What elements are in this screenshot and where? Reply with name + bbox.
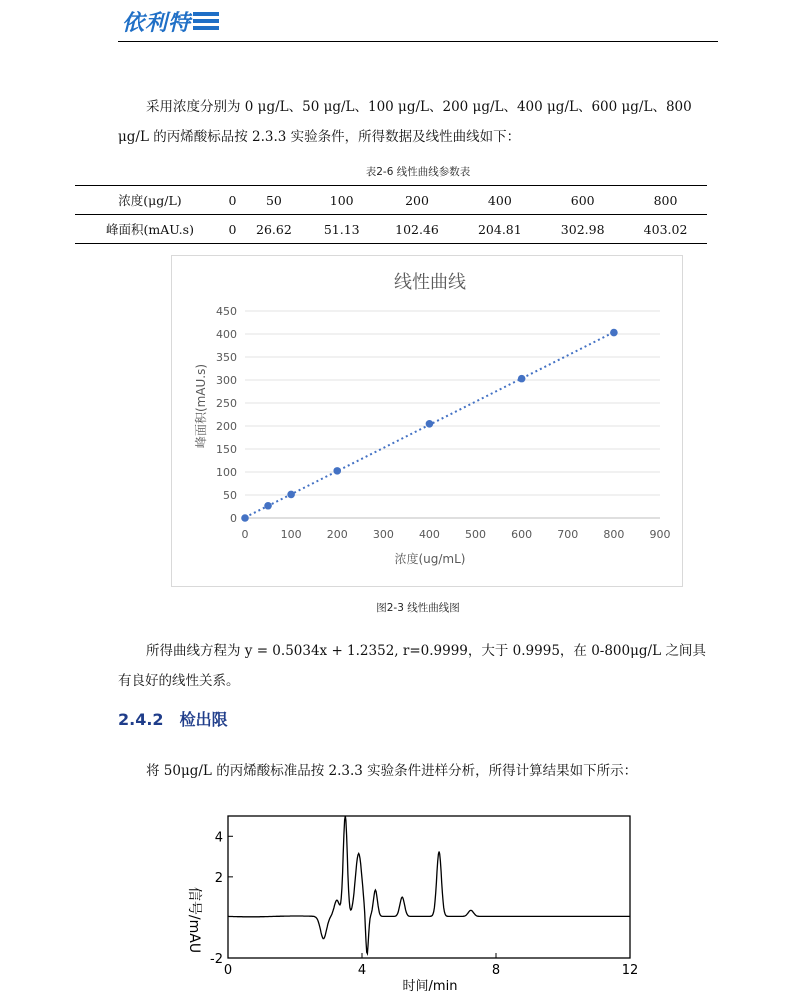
intro-paragraph: 采用浓度分别为 0 μg/L、50 μg/L、100 μg/L、200 μg/L、400 μg/L、600 μg/L、800 μg/L 的丙烯酸标品按 2.3.3 实验条件，所得数据及线性曲线如下： (118, 99, 692, 145)
table-cell: 200 (376, 186, 459, 215)
company-logo-text: 依利特 (122, 11, 192, 36)
data-point (426, 420, 434, 428)
chromatogram-chart (160, 808, 640, 997)
plot-frame (228, 816, 630, 958)
header-divider (118, 41, 718, 42)
chromatogram-svg (160, 808, 640, 997)
y-tick-label: 2 (214, 870, 223, 886)
signal-axis-label: 信号/mAU (186, 886, 202, 954)
chromatogram-trace (228, 816, 630, 954)
figure-caption: 图2-3 线性曲线图 (376, 602, 460, 614)
y-tick-label: 50 (223, 489, 237, 502)
y-tick-label: 250 (216, 397, 237, 410)
x-tick-label: 0 (223, 963, 233, 978)
result-paragraph: 所得曲线方程为 y = 0.5034x + 1.2352, r=0.9999，大于 0.9995，在 0-800μg/L 之间具有良好的线性关系。 (118, 643, 706, 689)
table-cell: 403.02 (643, 221, 688, 237)
logo-bars-icon (193, 12, 219, 32)
table-cell: 302.98 (560, 221, 605, 237)
detection-paragraph: 将 50μg/L 的丙烯酸标准品按 2.3.3 实验条件进样分析，所得计算结果如下所示： (146, 763, 638, 779)
linearity-chart (171, 255, 683, 587)
table-cell: 600 (541, 186, 624, 215)
section-title: 检出限 (179, 710, 228, 729)
table-cell: 51.13 (323, 221, 360, 237)
x-tick-label: 100 (280, 528, 302, 541)
x-tick-label: 8 (491, 963, 501, 978)
table-cell: 400 (458, 186, 541, 215)
table-cell: 102.46 (395, 221, 439, 237)
table-cell: 204.81 (477, 221, 522, 237)
table-row-header: 浓度(μg/L) (75, 186, 225, 215)
chart-title: 线性曲线 (394, 272, 466, 293)
y-tick-label: 4 (214, 830, 223, 846)
table-cell: 0 (228, 221, 237, 237)
table-row-peak-area (75, 215, 707, 244)
table-cell: 100 (308, 186, 376, 215)
x-tick-label: 400 (418, 528, 440, 541)
y-tick-label: -2 (210, 952, 223, 967)
y-tick-label: 0 (230, 512, 237, 525)
y-tick-label: 350 (216, 351, 237, 364)
x-tick-label: 4 (357, 963, 367, 978)
x-tick-label: 500 (465, 528, 487, 541)
x-tick-label: 800 (603, 528, 625, 541)
table-caption: 表2-6 线性曲线参数表 (365, 166, 471, 178)
section-heading (118, 707, 244, 730)
x-tick-label: 900 (649, 528, 671, 541)
x-axis-label: 浓度(ug/mL) (394, 552, 466, 566)
data-point (264, 502, 272, 510)
y-tick-label: 400 (216, 328, 237, 341)
data-point (333, 467, 341, 475)
table-row-concentration (75, 186, 707, 215)
x-tick-label: 200 (326, 528, 348, 541)
y-tick-label: 100 (216, 466, 237, 479)
y-axis-label: 峰面积(mAU.s) (194, 363, 208, 449)
y-tick-label: 300 (216, 374, 237, 387)
table-cell: 0 (225, 186, 240, 215)
x-tick-label: 0 (241, 528, 249, 541)
x-tick-label: 600 (511, 528, 533, 541)
data-point (610, 329, 618, 337)
table-cell: 50 (240, 186, 308, 215)
y-tick-label: 450 (216, 305, 237, 318)
table-cell: 800 (624, 186, 707, 215)
table-row-header: 峰面积(mAU.s) (106, 222, 194, 237)
x-tick-label: 12 (621, 963, 639, 978)
x-tick-label: 300 (372, 528, 394, 541)
data-point (287, 491, 295, 499)
x-tick-label: 700 (557, 528, 579, 541)
data-point (241, 514, 249, 522)
time-axis-label: 时间/min (402, 979, 458, 994)
y-tick-label: 200 (216, 420, 237, 433)
linearity-chart-svg (172, 256, 682, 586)
table-cell: 26.62 (256, 221, 292, 237)
section-number: 2.4.2 (118, 710, 164, 729)
y-tick-label: 150 (216, 443, 237, 456)
data-point (518, 375, 526, 383)
linearity-table (75, 185, 707, 244)
